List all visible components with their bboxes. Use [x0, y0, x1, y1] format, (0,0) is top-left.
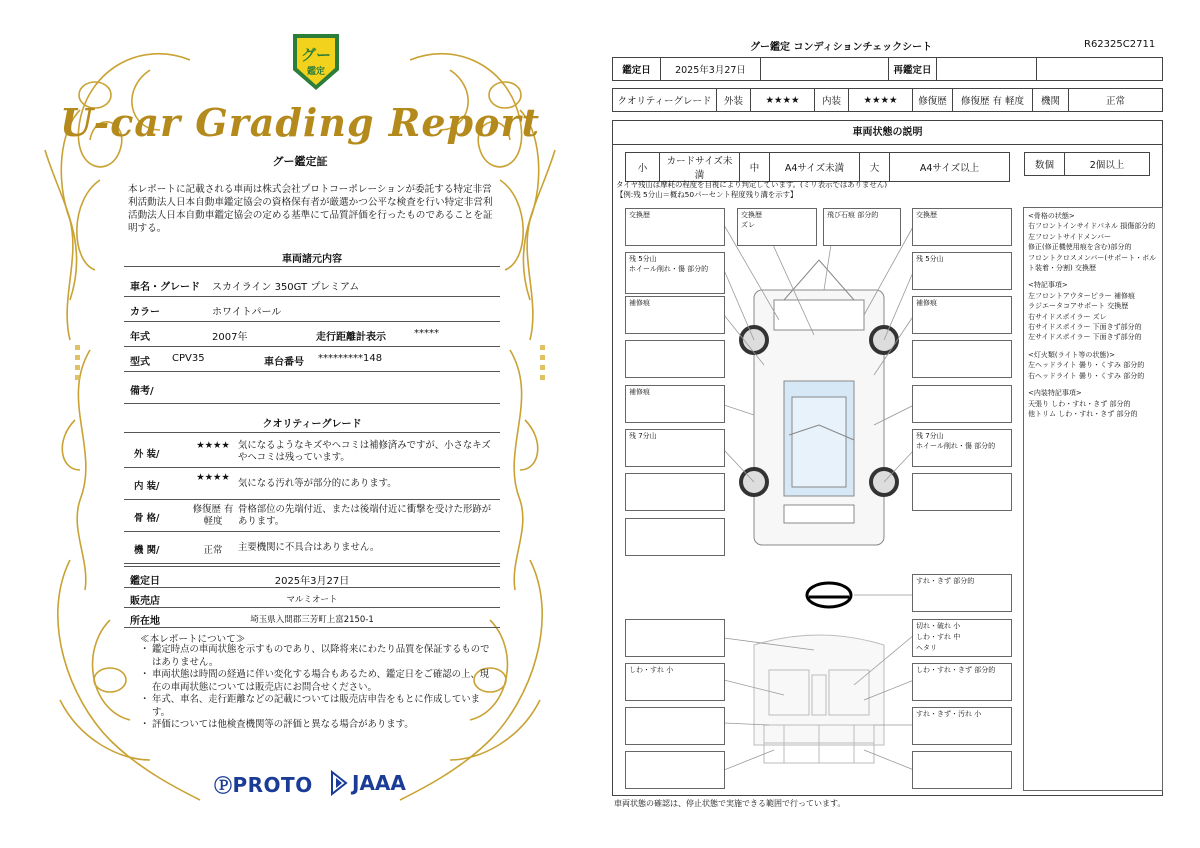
exterior-stars: ★★★★ — [196, 440, 230, 451]
callout-box: 補修痕 — [625, 385, 725, 423]
chassis-value: *********148 — [318, 353, 383, 364]
interior-diagram — [754, 635, 884, 763]
model-value: スカイライン 350GT プレミアム — [212, 282, 360, 293]
notes-list — [140, 644, 492, 732]
proto-mark-icon: Ⓟ — [214, 776, 233, 797]
int-stars: ★★★★ — [849, 89, 913, 112]
color-value: ホワイトパール — [212, 307, 282, 318]
grade-table: クオリティーグレード 外装 ★★★★ 内装 ★★★★ 修復歴 修復歴 有 軽度 機関 正常 — [612, 88, 1163, 112]
goo-appraisal-badge-icon — [285, 30, 347, 94]
mileage-value: ***** — [414, 328, 439, 339]
callout-box: 残 5分山 — [912, 252, 1012, 290]
certificate-subtitle: グー鑑定証 — [272, 155, 328, 168]
repair-value: 修復歴 有 軽度 — [953, 89, 1033, 112]
callout-box: 交換歴 ズレ — [737, 208, 817, 246]
callout-box: 飛び石痕 部分的 — [823, 208, 901, 246]
spec-row-model: 車名・グレード スカイライン 350GT プレミアム — [124, 272, 500, 297]
address-value: 埼玉県入間郡三芳町上富2150-1 — [250, 615, 374, 625]
spec-row-year: 年式 2007年 走行距離計表示 ***** — [124, 322, 500, 347]
callout-box — [625, 340, 725, 378]
callout-box — [912, 751, 1012, 789]
quality-row-interior: 内 装/ ★★★★ 気になる汚れ等が部分的にあります。 — [124, 468, 500, 500]
certificate-intro: 本レポートに記載される車両は株式会社プロトコーポレーションが委託する特定非営利活動法人日本自動車鑑定協会の資格保有者が厳選かつ公平な検査を行い特定非営利活動法人日本自動車鑑定協会の定める基準にて品質評価を行ったものであることを証明する。 — [128, 184, 493, 234]
callout-box: 残 7分山 — [625, 429, 725, 467]
note-item: ・ 鑑定時点の車両状態を示すものであり、以降将来にわたり品質を保証するものではありません。 — [140, 644, 492, 669]
note-item: ・ 年式、車名、走行距離などの記載については販売店申告をもとに作成しています。 — [140, 694, 492, 719]
callout-box — [912, 473, 1012, 511]
callout-box: 補修痕 — [625, 296, 725, 334]
interior-notes: 天張り しわ・すれ・きず 部分的 他トリム しわ・すれ・きず 部分的 — [1028, 399, 1138, 418]
quality-title: クオリティーグレード — [262, 419, 362, 430]
ext-stars: ★★★★ — [751, 89, 815, 112]
note-item: ・ 評価については他検査機関等の評価と異なる場合があります。 — [140, 719, 492, 732]
info-row-address: 所在地 埼玉県入間郡三芳町上富2150-1 — [124, 608, 500, 628]
report-title: U-car Grading Report — [59, 100, 541, 145]
frame-notes: 右フロントインサイドパネル 損傷部分的 左フロントサイドメンバー 修正(修正機使用痕を含む)部分的 フロントクロスメンバー(サポート・ボルト装着・分割) 交換歴 — [1028, 222, 1157, 273]
sheet-title: グー鑑定 コンディションチェックシート — [750, 42, 933, 53]
dealer-value: マルミオート — [286, 595, 338, 605]
interior-stars: ★★★★ — [196, 472, 230, 483]
callout-box — [625, 473, 725, 511]
callout-box: 交換歴 — [625, 208, 725, 246]
frame-value: 修復歴 有 軽度 — [192, 504, 234, 527]
jaaa-logo: JAAA — [330, 770, 406, 796]
report-id: R62325C2711 — [1084, 39, 1156, 50]
callout-box: 残 5分山 ホイール削れ・傷 部分的 — [625, 252, 725, 294]
info-row-date: 鑑定日 2025年3月27日 — [124, 566, 500, 588]
type-value: CPV35 — [172, 353, 205, 364]
steering-wheel-icon — [807, 583, 851, 607]
info-row-dealer: 販売店 マルミオート — [124, 588, 500, 608]
quality-row-exterior: 外 装/ ★★★★ 気になるようなキズやヘコミは補修済みですが、小さなキズやヘコミは残っています。 — [124, 436, 500, 468]
count-legend: 数個 2個以上 — [1024, 152, 1150, 176]
jaaa-mark-icon — [330, 770, 348, 796]
callout-box: 切れ・破れ 小 しわ・すれ 中 ヘタリ — [912, 619, 1012, 657]
note-item: ・ 車両状態は時間の経過に伴い変化する場合もあるため、鑑定日をご確認の上、現在の車両状態については販売店にお問合せください。 — [140, 669, 492, 694]
callout-box — [912, 340, 1012, 378]
quality-row-frame: 骨 格/ 修復歴 有 軽度 骨格部位の先端付近、または後端付近に衝撃を受けた形跡があります。 — [124, 500, 500, 532]
badge-label: 鑑定 — [306, 67, 326, 77]
callout-box: 残 7分山 ホイール削れ・傷 部分的 — [912, 429, 1012, 467]
appraisal-date: 2025年3月27日 — [661, 58, 761, 81]
engine-value: 正常 — [1069, 89, 1163, 112]
notes-title: ≪本レポートについて≫ — [140, 634, 246, 645]
specs-title: 車両諸元内容 — [282, 254, 342, 265]
callout-box — [625, 707, 725, 745]
callout-box: 交換歴 — [912, 208, 1012, 246]
callout-box — [625, 619, 725, 657]
callout-box: 補修痕 — [912, 296, 1012, 334]
callout-box — [625, 518, 725, 556]
callout-box — [625, 751, 725, 789]
callout-box: すれ・きず・汚れ 小 — [912, 707, 1012, 745]
special-notes: 左フロントアウターピラー 補修痕 ラジエータコアサポート 交換歴 右サイドスポイラー ズレ 右サイドスポイラー 下面きず部分的 左サイドスポイラー 下面きず部分的 — [1028, 291, 1142, 342]
svg-text:グー: グー — [300, 46, 332, 64]
footer-note: 車両状態の確認は、停止状態で実施できる範囲で行っています。 — [614, 799, 846, 808]
size-legend: 小 カードサイズ未満 中 A4サイズ未満 大 A4サイズ以上 — [625, 152, 1010, 182]
callout-box — [912, 385, 1012, 423]
proto-logo: ⓅPROTO — [214, 773, 313, 797]
engine-value: 正常 — [203, 545, 223, 556]
condition-notes: <骨格の状態> 右フロントインサイドパネル 損傷部分的 左フロントサイドメンバー 修正(修正機使用痕を含む)部分的 フロントクロスメンバー(サポート・ボルト装着・分割) 交換歴 <特記事項> 左フロントアウターピラー 補修痕 ラジエータコアサポート 交換歴 右サイドスポイラー ズレ 右サイドスポイラー 下面きず部分的 左サイドスポイラー 下面きず部分的 <灯火類(ライト等の状態)> 左ヘッドライト 曇り・くすみ 部分的 右ヘッドライト 曇り・くすみ 部分的 <内装特記事項> 天張り しわ・すれ・きず 部分的 他トリム しわ・すれ・きず 部分的 — [1023, 207, 1163, 791]
tire-note: タイヤ残山は摩耗の程度を目視により判定しています。(ミリ表示ではありません) 【例:残 5分山＝概ね50パーセント程度残り溝を示す】 — [616, 180, 888, 199]
lamp-notes: 左ヘッドライト 曇り・くすみ 部分的 右ヘッドライト 曇り・くすみ 部分的 — [1028, 361, 1145, 380]
reappraisal-date — [937, 58, 1037, 81]
callout-box: しわ・すれ・きず 部分的 — [912, 663, 1012, 701]
date-table: 鑑定日 2025年3月27日 再鑑定日 — [612, 57, 1163, 81]
appraisal-date-value: 2025年3月27日 — [274, 576, 350, 587]
spec-row-color: カラー ホワイトパール — [124, 297, 500, 322]
callout-box: すれ・きず 部分的 — [912, 574, 1012, 612]
spec-row-remarks: 備考/ — [124, 372, 500, 404]
spec-row-type: 型式 CPV35 車台番号 *********148 — [124, 347, 500, 372]
quality-row-engine: 機 関/ 正常 主要機関に不具合はありません。 — [124, 532, 500, 564]
callout-box: しわ・すれ 小 — [625, 663, 725, 701]
year-value: 2007年 — [212, 332, 248, 343]
condition-check-sheet — [600, 0, 1200, 848]
panel-title: 車両状態の説明 — [613, 121, 1162, 145]
